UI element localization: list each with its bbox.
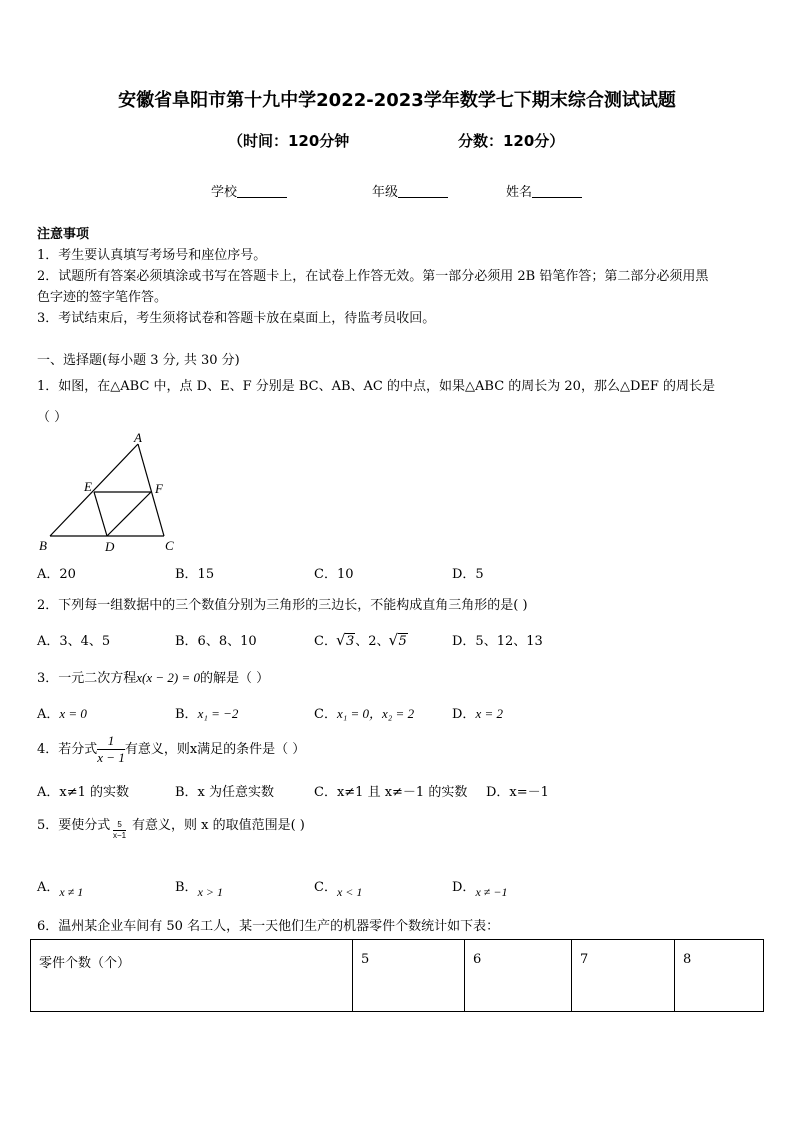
q2-option-c: [314, 630, 408, 649]
grade-field: [372, 181, 448, 200]
note-item: 3．考试结束后，考生须将试卷和答题卡放在桌面上，待监考员收回。: [37, 311, 436, 326]
table-cell: 8: [675, 940, 764, 1012]
q3-stem-prefix: 3．一元二次方程: [37, 671, 137, 686]
note-item: 1．考生要认真填写考场号和座位序号。: [37, 248, 267, 263]
table-row: [31, 940, 764, 1012]
label-c: C: [165, 538, 174, 553]
table-cell: 6: [465, 940, 572, 1012]
q5-option-d-label: D．: [452, 880, 476, 895]
q5-stem: [37, 814, 110, 833]
note-item: 色字迹的签字笔作答。: [37, 290, 168, 305]
q3-equation: x(x − 2) = 0: [136, 670, 201, 685]
q2-stem: 2．下列每一组数据中的三个数值分别为三角形的三边长，不能构成直角三角形的是( ): [37, 598, 528, 613]
q3-option-c: [314, 703, 414, 722]
q5-stem-prefix: 5．要使分式: [37, 818, 111, 833]
q4-option-c: C．x≠1 且 x≠－1 的实数: [314, 785, 468, 800]
section-heading: 一、选择题(每小题 3 分, 共 30 分): [37, 353, 240, 368]
table-cell: 5: [353, 940, 465, 1012]
q4-option-b: B．x 为任意实数: [175, 785, 275, 800]
school-blank: [237, 185, 287, 198]
q3-option-b-label: B．: [175, 707, 198, 722]
q2-option-c-mid: 、2、: [355, 634, 390, 649]
q5-option-c-label: C．: [314, 880, 337, 895]
q4-numerator: 1: [97, 733, 125, 750]
q5-fraction: [113, 820, 126, 841]
q3-option-d: [452, 703, 503, 722]
school-label: 学校: [211, 185, 238, 200]
school-field: [211, 181, 287, 200]
q2-option-b: B．6、8、10: [175, 634, 257, 649]
grade-blank: [398, 185, 448, 198]
q5-option-c-text: x < 1: [336, 885, 363, 899]
label-f: F: [155, 481, 163, 496]
q5-denominator: x−1: [113, 831, 127, 840]
grade-label: 年级: [372, 185, 399, 200]
notes-heading: 注意事项: [37, 227, 90, 242]
q3-option-a-text: x = 0: [59, 706, 87, 721]
note-item: 2．试题所有答案必须填涂或书写在答题卡上，在试卷上作答无效。第一部分必须用 2B 铅笔作答；第二部分必须用黑: [37, 269, 709, 284]
name-field: [506, 181, 582, 200]
q1-paren: （ ）: [37, 410, 68, 425]
table-cell: 7: [572, 940, 675, 1012]
q3-option-c-label: C．: [314, 707, 337, 722]
q4-stem-prefix: 4．若分式: [37, 742, 98, 757]
label-b: B: [39, 538, 47, 553]
q2-option-a: A．3、4、5: [37, 634, 111, 649]
q6-table: [30, 939, 764, 1012]
q5-option-d-text: x ≠ −1: [475, 885, 508, 899]
sqrt-3: √ 3: [345, 633, 355, 649]
q1-option-d: D．5: [452, 567, 484, 582]
q4-stem: [37, 733, 305, 766]
q5-option-a: [37, 876, 84, 899]
q5-numerator: 5: [113, 820, 126, 831]
exam-time: （时间：120分钟: [228, 132, 350, 150]
label-e: E: [84, 479, 92, 494]
q3-option-a: [37, 703, 87, 722]
q4-fraction: [97, 733, 125, 766]
q3-option-d-label: D．: [452, 707, 476, 722]
q3-stem-suffix: 的解是（ ）: [200, 671, 270, 686]
q2-option-d: D．5、12、13: [452, 634, 543, 649]
q1-option-c: C．10: [314, 567, 354, 582]
q4-denominator: x − 1: [97, 750, 125, 765]
sqrt-5: √ 5: [398, 633, 408, 649]
q3-option-b-text: x₁ = −2: [197, 706, 239, 721]
side-ab: [50, 444, 138, 536]
q4-option-a: A．x≠1 的实数: [37, 785, 130, 800]
q5-option-b-text: x > 1: [197, 885, 223, 899]
q3-option-b: [175, 703, 238, 722]
q4-option-d: D．x=－1: [486, 785, 549, 800]
q5-stem-suffix: 有意义，则 x 的取值范围是( ): [132, 818, 305, 833]
q6-stem: 6．温州某企业车间有 50 名工人，某一天他们生产的机器零件个数统计如下表：: [37, 919, 500, 934]
q1-option-b: B．15: [175, 567, 215, 582]
q3-option-a-label: A．: [37, 707, 60, 722]
q2-option-c-label: C．: [314, 634, 337, 649]
segment-df: [107, 492, 151, 536]
label-a: A: [134, 430, 142, 445]
segment-ed: [94, 492, 107, 536]
q5-option-a-label: A．: [37, 880, 60, 895]
page-title: 安徽省阜阳市第十九中学2022-2023学年数学七下期末综合测试试题: [118, 90, 676, 111]
table-cell: 零件个数（个）: [31, 940, 353, 1012]
q1-stem: 1．如图，在△ABC 中，点 D、E、F 分别是 BC、AB、AC 的中点，如果△ABC 的周长为 20，那么△DEF 的周长是: [37, 379, 716, 394]
q3-stem: [37, 667, 269, 686]
name-blank: [532, 185, 582, 198]
q3-option-c-text: x₁ = 0，x₂ = 2: [336, 706, 415, 721]
q5-option-b-label: B．: [175, 880, 198, 895]
q5-option-d: [452, 876, 508, 899]
name-label: 姓名: [506, 185, 533, 200]
q5-option-b: [175, 876, 223, 899]
q1-option-a: A．20: [37, 567, 76, 582]
triangle-figure: [34, 430, 184, 556]
q4-stem-suffix: 有意义，则x满足的条件是（ ）: [124, 742, 306, 757]
q5-option-a-text: x ≠ 1: [59, 885, 84, 899]
label-d: D: [105, 539, 115, 554]
exam-score: 分数：120分）: [458, 132, 565, 150]
q3-option-d-text: x = 2: [475, 706, 503, 721]
q5-option-c: [314, 876, 363, 899]
